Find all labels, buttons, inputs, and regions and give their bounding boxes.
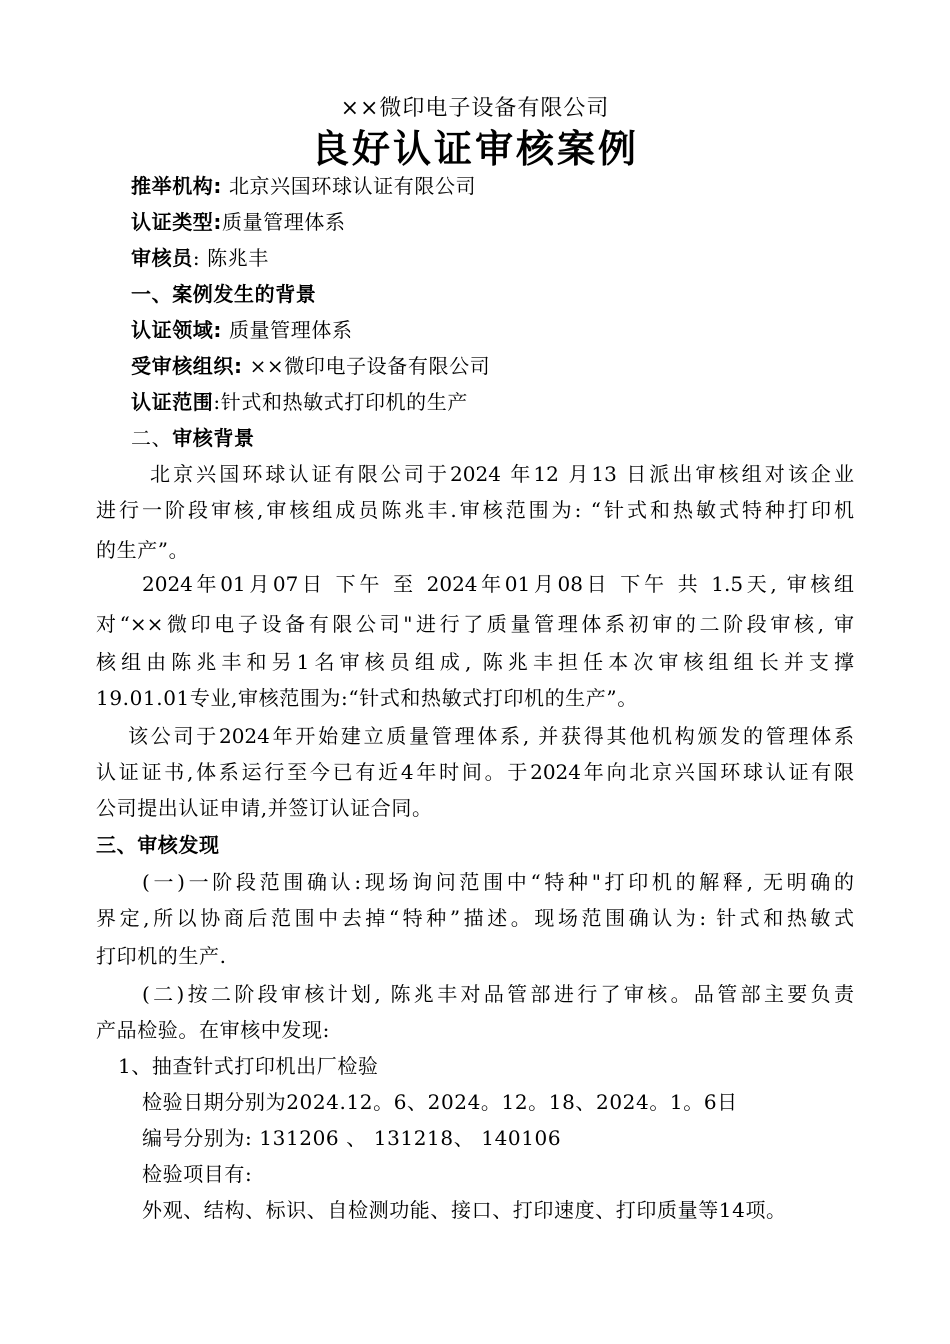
field-value: 质量管理体系 bbox=[222, 318, 353, 342]
section3-heading: 三、审核发现 bbox=[96, 833, 220, 857]
cert-type-line bbox=[131, 208, 346, 236]
paragraph-line: 核组由陈兆丰和另1名审核员组成, 陈兆丰担任本次审核组组长并支撑 bbox=[96, 650, 854, 674]
paragraph-line: 产品检验。在审核中发现: bbox=[96, 1018, 330, 1042]
auditor-label: 审核员 bbox=[131, 246, 193, 270]
section2-heading bbox=[131, 424, 255, 452]
paragraph-line: 北京兴国环球认证有限公司于2024 年12 月13 日派出审核组对该企业 bbox=[150, 462, 854, 486]
scope-line bbox=[131, 388, 468, 416]
scope-value: :针式和热敏式打印机的生产 bbox=[213, 390, 468, 414]
paragraph-line: 对“××微印电子设备有限公司"进行了质量管理体系初审的二阶段审核, 审 bbox=[96, 612, 854, 636]
scope-label: 认证范围 bbox=[131, 390, 214, 414]
paragraph-line: 的生产”。 bbox=[96, 538, 190, 562]
paragraph-line: (二)按二阶段审核计划, 陈兆丰对品管部进行了审核。品管部主要负责 bbox=[142, 982, 854, 1006]
paragraph-line: 认证证书,体系运行至今已有近4年时间。于2024年向北京兴国环球认证有限 bbox=[96, 760, 854, 784]
document-title: 良好认证审核案例 bbox=[310, 127, 639, 171]
recommender-value: 北京兴国环球认证有限公司 bbox=[222, 174, 477, 198]
cert-type-label: 认证类型: bbox=[131, 210, 222, 234]
paragraph-line: 进行一阶段审核,审核组成员陈兆丰.审核范围为: “针式和热敏式特种打印机 bbox=[96, 498, 854, 522]
field-label: 认证领域: bbox=[131, 318, 222, 342]
paragraph-line: 公司提出认证申请,并签订认证合同。 bbox=[96, 796, 433, 820]
company-name: ××微印电子设备有限公司 bbox=[340, 96, 610, 121]
field-line bbox=[131, 316, 353, 344]
inspection-items-list: 外观、结构、标识、自检测功能、接口、打印速度、打印质量等14项。 bbox=[142, 1198, 787, 1222]
inspection-items-label: 检验项目有: bbox=[142, 1162, 253, 1186]
section2-heading-text: 审核背景 bbox=[172, 426, 255, 450]
paragraph-line: 2024年01月07日 下午 至 2024年01月08日 下午 共 1.5天, 审核组 bbox=[142, 572, 854, 596]
org-value: ××微印电子设备有限公司 bbox=[242, 354, 491, 378]
inspection-numbers: 编号分别为: 131206 、 131218、 140106 bbox=[142, 1126, 562, 1150]
paragraph-line: (一)一阶段范围确认:现场询问范围中“特种"打印机的解释, 无明确的 bbox=[142, 870, 854, 894]
org-line bbox=[131, 352, 490, 380]
inspection-dates: 检验日期分别为2024.12。6、2024。12。18、2024。1。6日 bbox=[142, 1090, 738, 1114]
auditor-line bbox=[131, 244, 269, 272]
recommender-label: 推举机构: bbox=[131, 174, 222, 198]
auditor-value: : 陈兆丰 bbox=[192, 246, 269, 270]
org-label: 受审核组织: bbox=[131, 354, 243, 378]
paragraph-line: 打印机的生产. bbox=[96, 944, 227, 968]
paragraph-line: 界定,所以协商后范围中去掉“特种”描述。现场范围确认为: 针式和热敏式 bbox=[96, 906, 854, 930]
list-item: 1、抽查针式打印机出厂检验 bbox=[118, 1054, 379, 1078]
section1-heading: 一、案例发生的背景 bbox=[131, 282, 317, 306]
paragraph-line: 19.01.01专业,审核范围为:“针式和热敏式打印机的生产”。 bbox=[96, 686, 638, 710]
section2-heading-prefix: 二、 bbox=[131, 426, 173, 450]
cert-type-value: 质量管理体系 bbox=[222, 210, 346, 234]
recommender-line bbox=[131, 172, 476, 200]
paragraph-line: 该公司于2024年开始建立质量管理体系, 并获得其他机构颁发的管理体系 bbox=[128, 724, 854, 748]
